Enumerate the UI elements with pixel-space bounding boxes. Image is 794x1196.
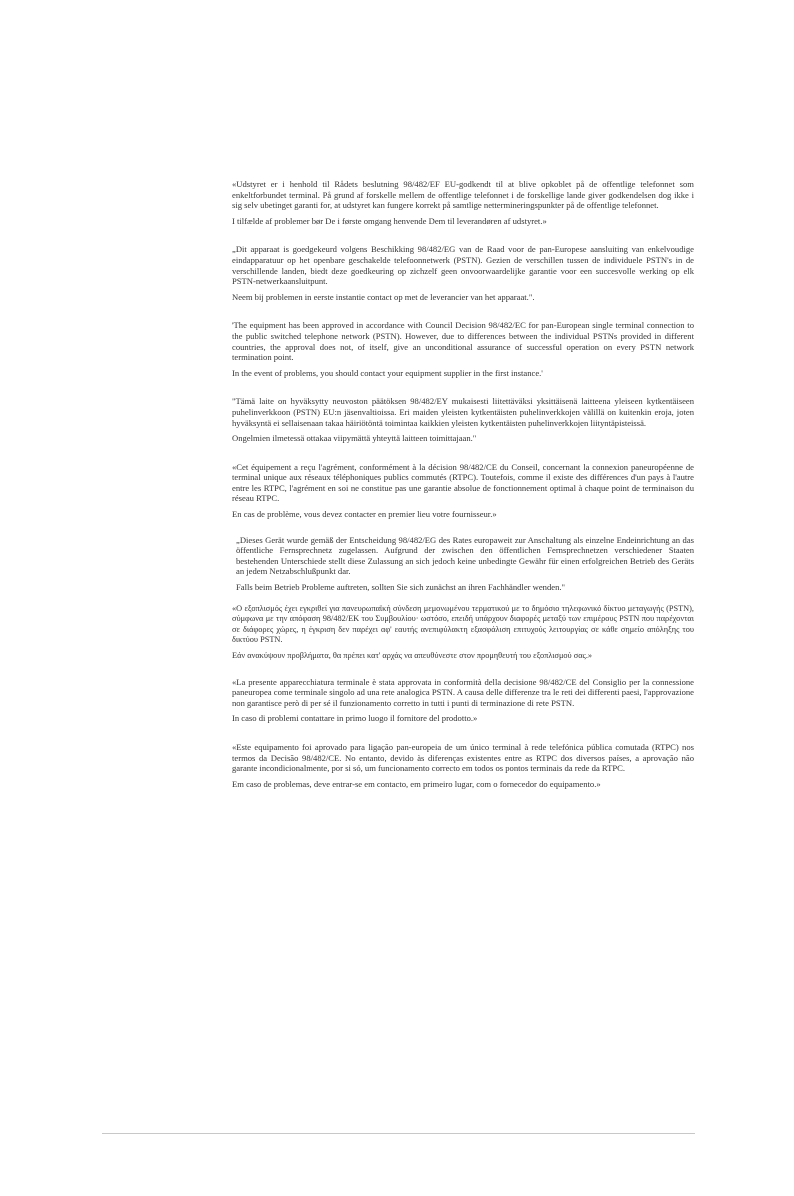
notice-german-contact: Falls beim Betrieb Probleme auftreten, sollten Sie sich zunächst an ihren Fachhändler wenden."	[236, 582, 566, 593]
notice-dutch-body: „Dit apparaat is goedgekeurd volgens Beschikking 98/482/EG van de Raad voor de pan-Europese aansluiting van enkelvoudige eindapparatuur op het openbare geschakelde telefoonnetwerk (PSTN). Gezien de verschillen tussen de individuele PSTN's in de verschillende landen, biedt deze goedkeuring op zichzelf geen onvoorwaardelijke garantie voor een succesvolle werking op elk PSTN-netwerkaansluitpunt.	[232, 244, 694, 287]
notice-english-body: 'The equipment has been approved in accordance with Council Decision 98/482/EC for pan-European single terminal connection to the public switched telephone network (PSTN). However, due to differences between the individual PSTNs provided in different countries, the approval does not, of itself, give an unconditional assurance of successful operation on every PSTN network termination point.	[232, 320, 694, 363]
notice-greek-contact: Εάν ανακύψουν προβλήματα, θα πρέπει κατ' αρχάς να απευθύνεστε στον προμηθευτή του εξοπλισμού σας.»	[232, 651, 593, 660]
notice-danish	[232, 179, 694, 226]
notice-dutch-contact: Neem bij problemen in eerste instantie contact op met de leverancier van het apparaat.".	[232, 291, 535, 302]
notice-finnish-body: "Tämä laite on hyväksytty neuvoston päätöksen 98/482/EY mukaisesti liitettäväksi yksittäisenä laitteena yleiseen kytkentäiseen puhelinverkkoon (PSTN) EU:n jäsenvaltioissa. Eri maiden yleisten kytkentäisten puhelinverkkojen välillä on kuitenkin eroja, joten hyväksyntä ei sellaisenaan takaa häiriötöntä toimintaa kaikkien yleisten kytkentäisten puhelinverkkojen liityntäpisteissä.	[232, 396, 694, 428]
notice-english	[232, 320, 694, 378]
notice-italian-body: «La presente apparecchiatura terminale è stata approvata in conformità della decisione 98/482/CE del Consiglio per la connessione paneuropea come terminale singolo ad una rete analogica PSTN. A causa delle differenze tra le reti dei differenti paesi, l'approvazione non garantisce però di per sé il funzionamento corretto in tutti i punti di terminazione di rete PSTN.	[232, 676, 694, 708]
notice-portuguese-contact: Em caso de problemas, deve entrar-se em contacto, em primeiro lugar, com o fornecedor do equipamento.»	[232, 778, 601, 789]
notice-portuguese-body: «Este equipamento foi aprovado para ligação pan-europeia de um único terminal à rede telefónica pública comutada (RTPC) nos termos da Decisão 98/482/CE. No entanto, devido às diferenças existentes entre as RTPC dos diversos países, a aprovação não garante incondicionalmente, por si só, um funcionamento correcto em todos os pontos terminais da rede da RTPC.	[232, 741, 694, 774]
notice-english-contact: In the event of problems, you should contact your equipment supplier in the first instance.'	[232, 367, 543, 378]
notice-italian-contact: In caso di problemi contattare in primo luogo il fornitore del prodotto.»	[232, 713, 478, 724]
notice-french	[232, 462, 694, 520]
notice-danish-contact: I tilfælde af problemer bør De i første omgang henvende Dem til leverandøren af udstyret.»	[232, 215, 547, 226]
notice-column	[232, 179, 694, 789]
notice-dutch	[232, 244, 694, 302]
footer-divider	[102, 1133, 695, 1134]
notice-danish-body: «Udstyret er i henhold til Rådets beslutning 98/482/EF EU-godkendt til at blive opkoblet på de offentlige telefonnet som enkeltforbundet terminal. På grund af forskelle mellem de offentlige telefonnet i de forskellige lande giver godkendelsen dog ikke i sig selv ubetinget garanti for, at udstyret kan fungere korrekt på samtlige nettermineringspunkter på de offentlige telefonnet.	[232, 179, 694, 211]
notice-greek-body: «Ο εξοπλισμός έχει εγκριθεί για πανευρωπαϊκή σύνδεση μεμονωμένου τερματικού με το δημόσιο τηλεφωνικό δίκτυο μεταγωγής (PSTN), σύμφωνα με την απόφαση 98/482/ΕΚ του Συμβουλίου· ωστόσο, επειδή υπάρχουν διαφορές μεταξύ των επιμέρους PSTN που παρέχονται σε διάφορες χώρες, η έγκριση δεν παρέχει αφ' εαυτής ανεπιφύλακτη εξασφάλιση επιτυχούς λειτουργίας σε κάθε σημείο απόληξης του δικτύου PSTN.	[232, 603, 694, 645]
notice-finnish-contact: Ongelmien ilmetessä ottakaa viipymättä yhteyttä laitteen toimittajaan."	[232, 433, 477, 444]
notice-greek	[232, 604, 694, 662]
notice-finnish	[232, 396, 694, 443]
notice-french-body: «Cet équipement a reçu l'agrément, conformément à la décision 98/482/CE du Conseil, concernant la connexion paneuropéenne de terminal unique aux réseaux téléphoniques publics commutés (RTPC). Toutefois, comme il existe des différences d'un pays à l'autre entre les RTPC, l'agrément en soi ne constitue pas une garantie absolue de fonctionnement optimal à chaque point de terminaison du réseau RTPC.	[232, 461, 694, 504]
notice-german	[232, 535, 694, 593]
notice-german-body: „Dieses Gerät wurde gemäß der Entscheidung 98/482/EG des Rates europaweit zur Anschaltung als einzelne Endeinrichtung an das öffentliche Fernsprechnetz zugelassen. Aufgrund der zwischen den öffentlichen Fernsprechnetzen verschiedener Staaten bestehenden Unterschiede stellt diese Zulassung an sich jedoch keine unbedingte Gewähr für einen erfolgreichen Betrieb des Geräts an jedem Netzabschlußpunkt dar.	[236, 534, 694, 577]
notice-portuguese	[232, 742, 694, 789]
notice-french-contact: En cas de problème, vous devez contacter en premier lieu votre fournisseur.»	[232, 509, 497, 520]
notice-italian	[232, 677, 694, 724]
